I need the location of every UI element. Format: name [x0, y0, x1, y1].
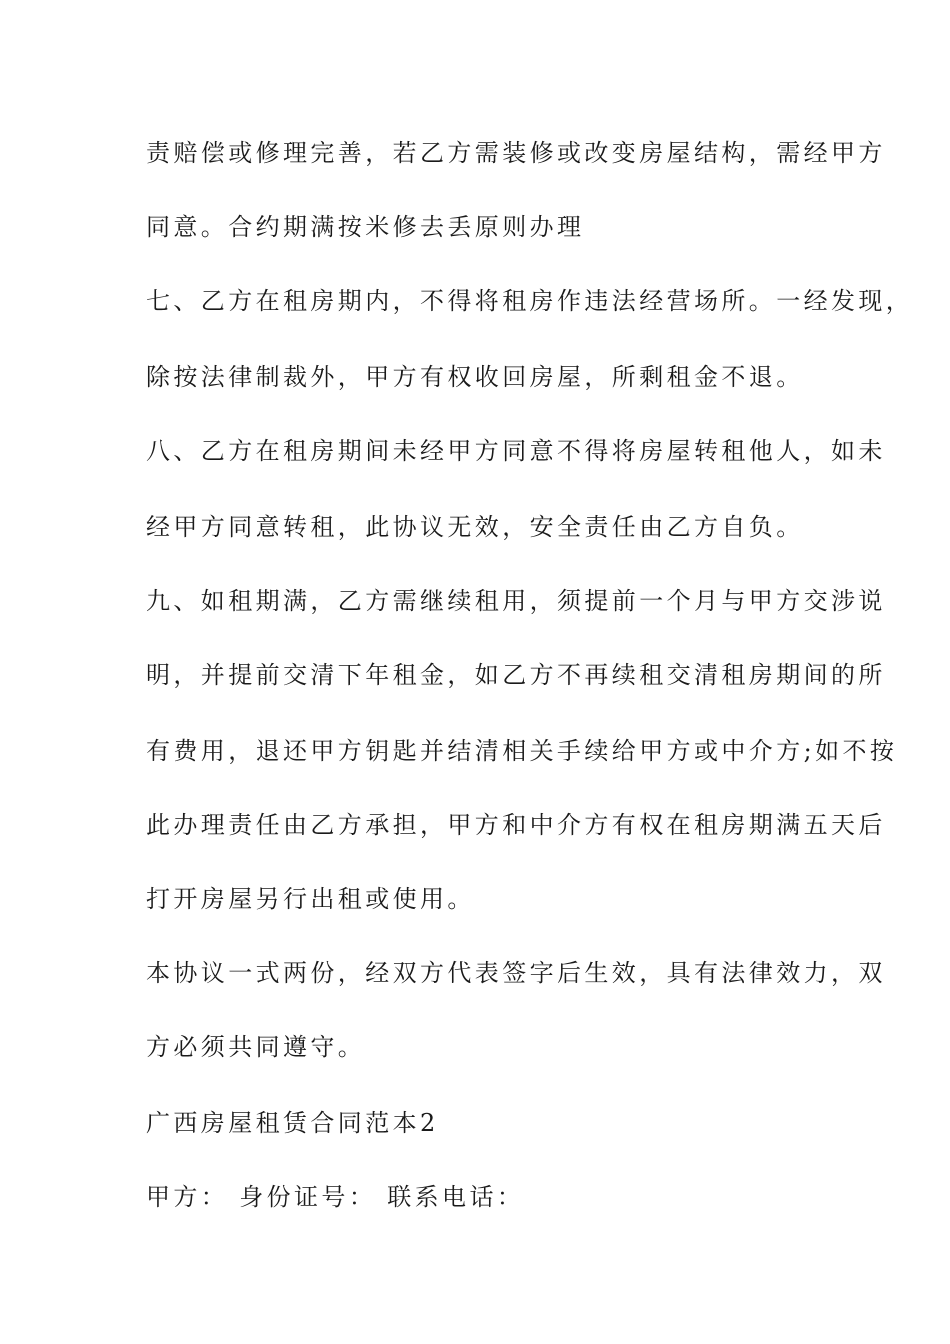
paragraph-line: 除按法律制裁外，甲方有权收回房屋，所剩租金不退。 [146, 363, 804, 391]
paragraph-line: 此办理责任由乙方承担，甲方和中介方有权在租房期满五天后 [146, 811, 886, 839]
paragraph-line: 八、乙方在租房期间未经甲方同意不得将房屋转租他人，如未 [146, 437, 886, 465]
paragraph-line: 七、乙方在租房期内，不得将租房作违法经营场所。一经发现， [146, 287, 914, 315]
paragraph-line: 有费用，退还甲方钥匙并结清相关手续给甲方或中介方;如不按 [146, 737, 898, 765]
party-info-line: 甲方： 身份证号： 联系电话： [146, 1183, 525, 1211]
paragraph-line: 责赔偿或修理完善，若乙方需装修或改变房屋结构，需经甲方 [146, 139, 886, 167]
paragraph-line: 九、如租期满，乙方需继续租用，须提前一个月与甲方交涉说 [146, 587, 886, 615]
section-title: 广西房屋租赁合同范本2 [146, 1109, 439, 1137]
paragraph-line: 方必须共同遵守。 [146, 1033, 366, 1061]
paragraph-line: 同意。合约期满按米修去丢原则办理 [146, 213, 585, 241]
paragraph-line: 明，并提前交清下年租金，如乙方不再续租交清租房期间的所 [146, 661, 886, 689]
paragraph-line: 经甲方同意转租，此协议无效，安全责任由乙方自负。 [146, 513, 804, 541]
paragraph-line: 打开房屋另行出租或使用。 [146, 885, 475, 913]
paragraph-line: 本协议一式两份，经双方代表签字后生效，具有法律效力，双 [146, 959, 886, 987]
